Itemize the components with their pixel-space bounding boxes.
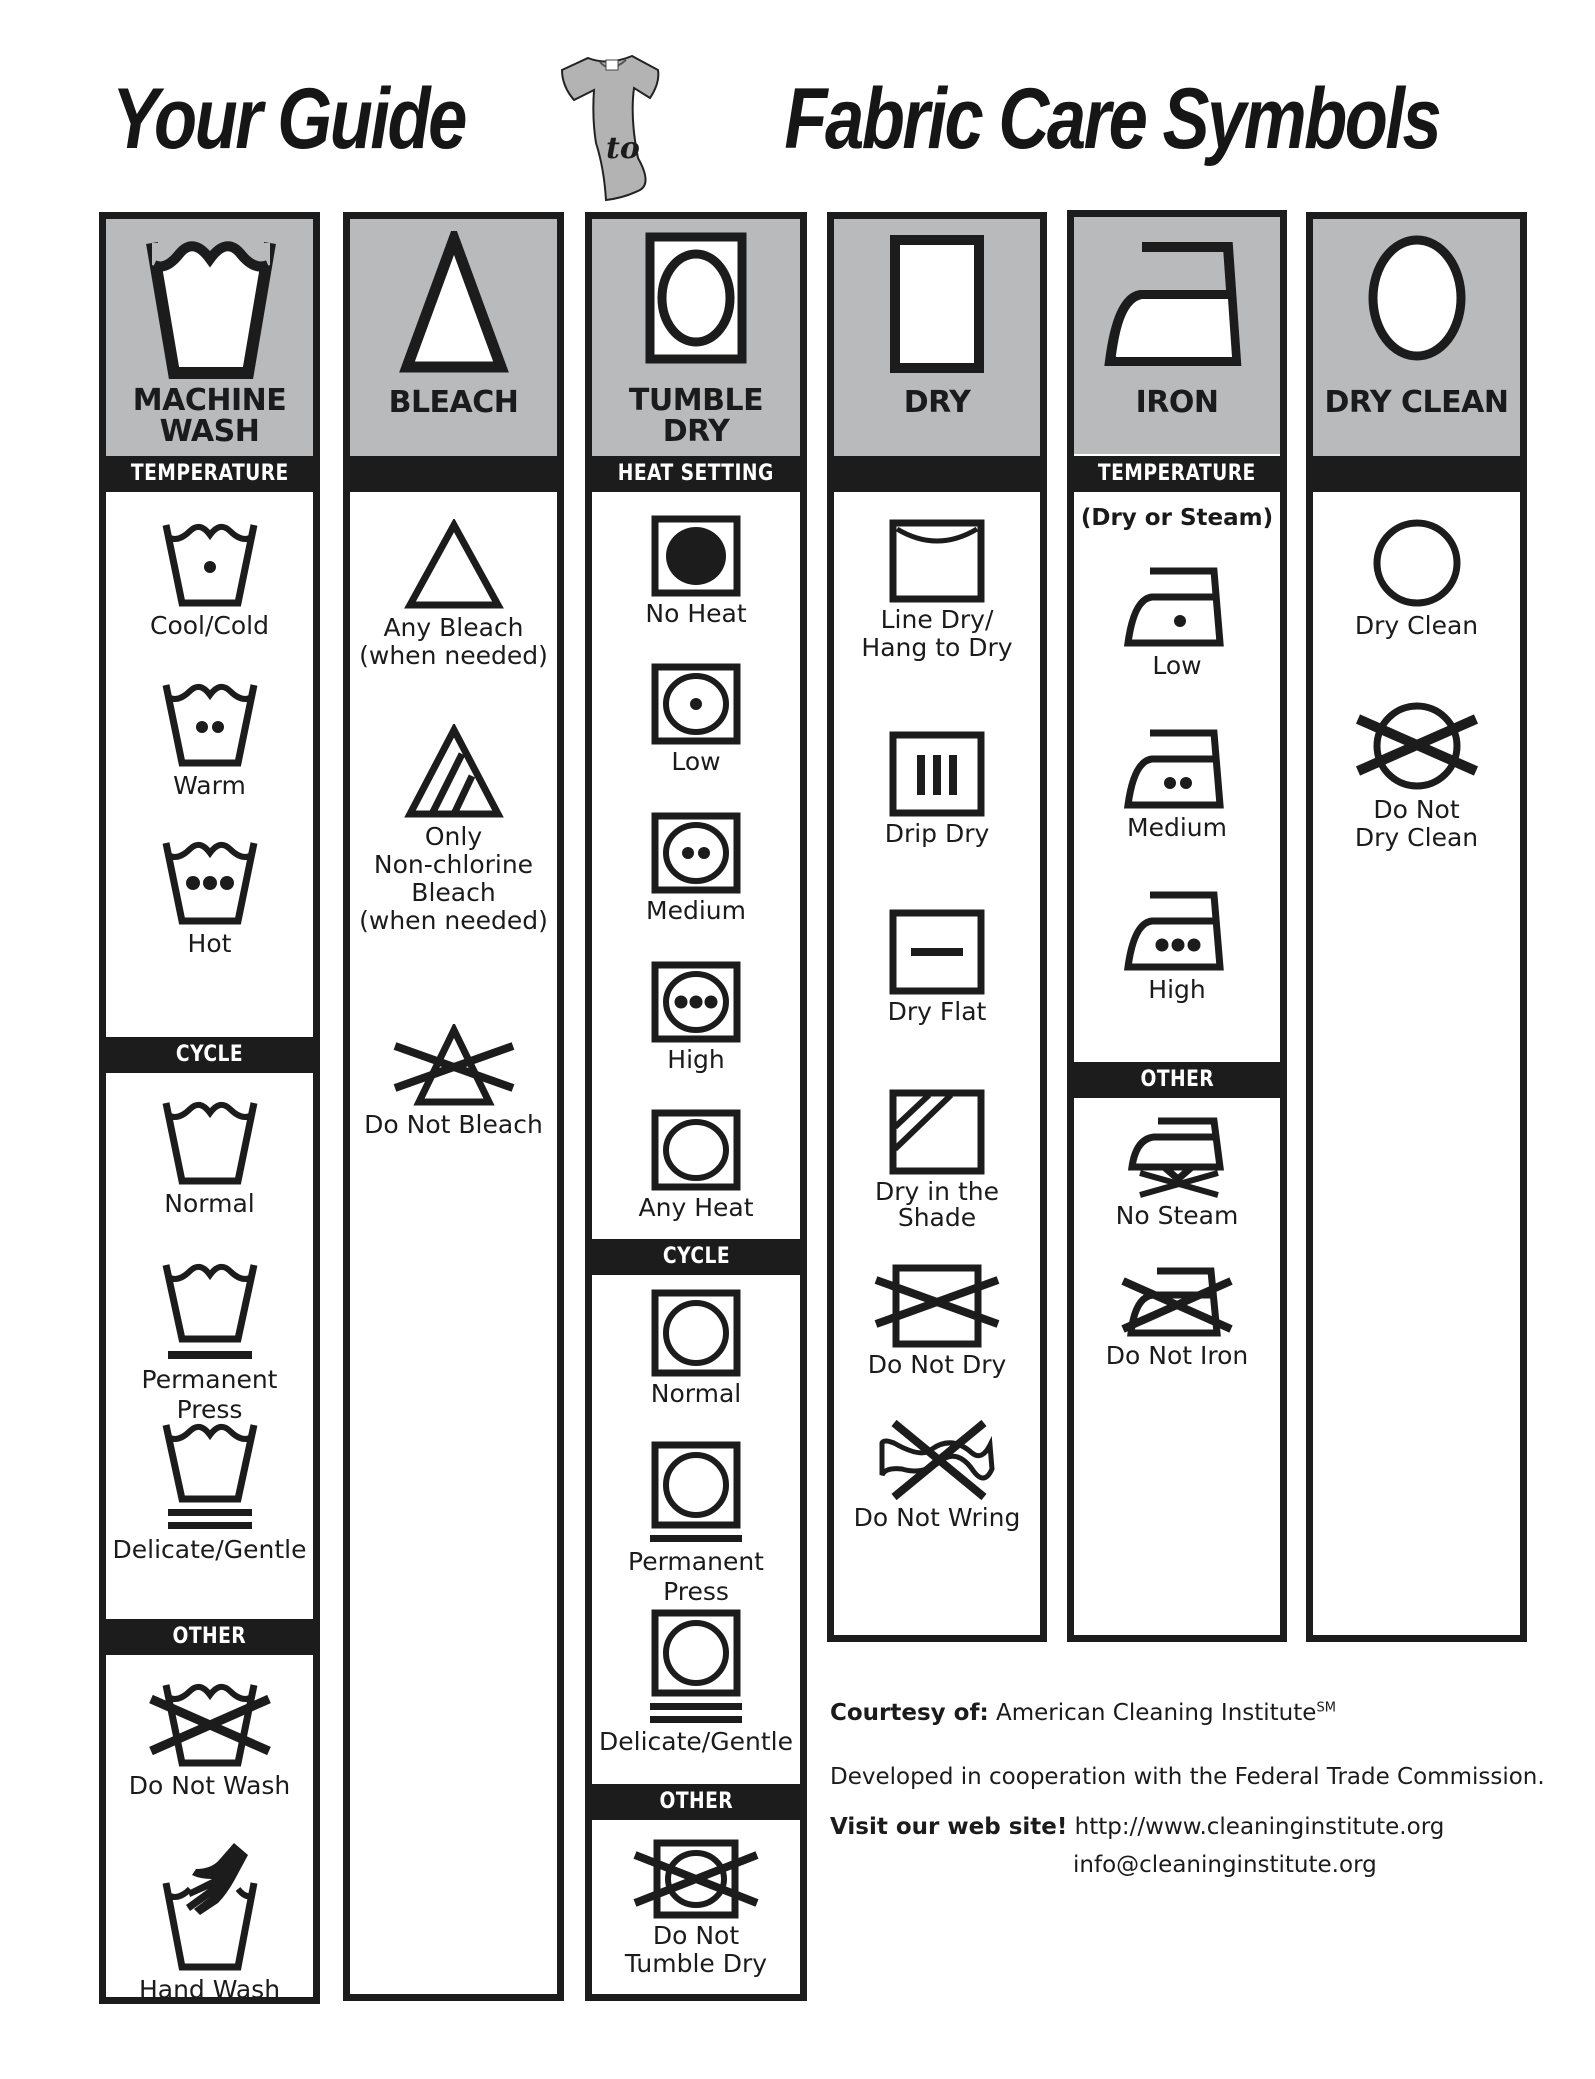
triangle-icon [399, 231, 509, 377]
symbol-permanent-press-dryer: Permanent Press [592, 1441, 800, 1607]
label-line: Only [424, 822, 483, 851]
section-header-other: OTHER [99, 1619, 320, 1655]
symbol-warm: Warm [106, 679, 313, 801]
symbol-line-dry [834, 519, 1040, 663]
symbol-do-not-dry-clean [1313, 699, 1520, 853]
dryer-icon [651, 1109, 741, 1191]
symbol-permanent-press-wash: Permanent Press [106, 1259, 313, 1425]
symbol-non-chlorine-bleach [350, 724, 557, 936]
courtesy-value: American Cleaning Institute [996, 1700, 1317, 1726]
column-machine-wash [99, 212, 320, 2004]
symbol-medium-heat: Medium [592, 812, 800, 926]
label-line: Tumble Dry [624, 1949, 768, 1978]
circle-crossed-icon [1352, 699, 1482, 793]
column-title: IRON [1135, 385, 1219, 420]
square-crossed-icon [872, 1264, 1002, 1348]
circle-icon [1365, 233, 1469, 363]
iron-crossed-icon [1117, 1265, 1237, 1339]
column-title: BLEACH [388, 385, 519, 420]
symbol-any-bleach [350, 519, 557, 671]
column-header [592, 219, 800, 456]
section-header-cycle: CYCLE [585, 1239, 807, 1275]
washtub-2-dots-icon [160, 679, 260, 769]
wring-crossed-icon [872, 1417, 1002, 1501]
triangle-icon [404, 519, 504, 611]
symbol-drip-dry: Drip Dry [834, 731, 1040, 849]
symbol-do-not-wring: Do Not Wring [834, 1417, 1040, 1533]
symbol-delicate-wash: Delicate/Gentle [106, 1419, 313, 1565]
dryer-2-bars-icon [648, 1609, 744, 1725]
symbol-iron-low: Low [1074, 565, 1280, 681]
column-header [1074, 217, 1280, 454]
iron-icon [1102, 239, 1252, 379]
label-line: (when needed) [359, 641, 548, 670]
iron-temperature-note: (Dry or Steam) [1080, 505, 1274, 531]
symbol-dry-flat: Dry Flat [834, 909, 1040, 1027]
title-connector: to [606, 131, 640, 166]
tshirt-icon [548, 48, 698, 208]
label-line: Dry Clean [1354, 823, 1479, 852]
square-line-icon [889, 519, 985, 603]
section-header-other: OTHER [1067, 1062, 1287, 1098]
title-part-1: Your Guide [112, 71, 465, 167]
symbol-any-heat: Any Heat [592, 1109, 800, 1223]
symbol-cool-cold: Cool/Cold [106, 519, 313, 641]
dryer-filled-icon [651, 515, 741, 597]
section-header-other: OTHER [585, 1784, 807, 1820]
washtub-icon [160, 1097, 260, 1187]
section-header-temperature: TEMPERATURE [1067, 456, 1287, 492]
title-part-2: Fabric Care Symbols [784, 71, 1440, 167]
label-line: (when needed) [359, 906, 548, 935]
symbol-normal-wash: Normal [106, 1097, 313, 1219]
washtub-hand-icon [160, 1839, 260, 1973]
developed-line: Developed in cooperation with the Federal Trade Commission. [830, 1764, 1545, 1790]
label-line: Non-chlorine [373, 850, 534, 879]
symbol-do-not-wash: Do Not Wash [106, 1679, 313, 1801]
courtesy-line [830, 1700, 1336, 1726]
symbol-dry-clean: Dry Clean [1313, 517, 1520, 641]
triangle-striped-icon [404, 724, 504, 820]
washtub-1-bar-icon [160, 1259, 260, 1363]
label-line: Do Not [1373, 795, 1460, 824]
label-line: Shade [897, 1203, 977, 1232]
square-shade-icon [889, 1089, 985, 1175]
symbol-high-heat: High [592, 961, 800, 1075]
symbol-do-not-tumble-dry [592, 1839, 800, 1979]
square-hline-icon [889, 909, 985, 995]
section-header-temperature: TEMPERATURE [99, 456, 320, 492]
column-title: DRY CLEAN [1324, 385, 1509, 420]
washtub-2-bars-icon [160, 1419, 260, 1533]
washtub-3-dots-icon [160, 837, 260, 927]
triangle-crossed-icon [389, 1024, 519, 1108]
symbol-delicate-dryer: Delicate/Gentle [592, 1609, 800, 1757]
email-link[interactable]: info@cleaninginstitute.org [1073, 1852, 1377, 1878]
section-header-empty [343, 456, 564, 492]
section-header-empty [1306, 456, 1527, 492]
column-header [1313, 219, 1520, 456]
square-icon [889, 234, 985, 374]
symbol-do-not-bleach: Do Not Bleach [350, 1024, 557, 1140]
circle-icon [1369, 517, 1465, 609]
symbol-no-heat: No Heat [592, 515, 800, 629]
symbol-no-steam: No Steam [1074, 1115, 1280, 1231]
symbol-hand-wash: Hand Wash [106, 1839, 313, 2005]
visit-line [830, 1814, 1444, 1840]
symbol-iron-high: High [1074, 889, 1280, 1005]
symbol-normal-dryer: Normal [592, 1289, 800, 1409]
service-mark: SM [1316, 1700, 1336, 1716]
symbol-do-not-iron: Do Not Iron [1074, 1265, 1280, 1371]
column-dry-clean [1306, 212, 1527, 1642]
label-line: Dry in the [874, 1177, 1000, 1206]
dryer-icon [644, 231, 748, 365]
label-line: Any Bleach [383, 613, 524, 642]
iron-no-steam-icon [1122, 1115, 1232, 1199]
column-title: DRY [903, 385, 971, 420]
symbol-hot: Hot [106, 837, 313, 959]
section-header-cycle: CYCLE [99, 1037, 320, 1073]
section-header-empty [827, 456, 1047, 492]
dryer-1-dot-icon [651, 663, 741, 745]
iron-2-dots-icon [1122, 727, 1232, 811]
iron-1-dot-icon [1122, 565, 1232, 649]
visit-label: Visit our web site! [830, 1814, 1068, 1840]
column-bleach [343, 212, 564, 2001]
symbol-do-not-dry: Do Not Dry [834, 1264, 1040, 1380]
column-header [834, 219, 1040, 456]
label-line: Bleach [411, 878, 496, 907]
symbol-dry-in-shade [834, 1089, 1040, 1233]
column-title: TUMBLE DRY [628, 383, 764, 449]
column-header [350, 219, 557, 456]
square-3-vlines-icon [889, 731, 985, 817]
washtub-crossed-icon [147, 1679, 273, 1769]
column-header [106, 219, 313, 456]
dryer-2-dots-icon [651, 812, 741, 894]
courtesy-label: Courtesy of: [830, 1700, 989, 1726]
column-tumble-dry [585, 212, 807, 2001]
column-dry [827, 212, 1047, 1642]
label-line: Hang to Dry [861, 633, 1013, 662]
dryer-icon [651, 1289, 741, 1377]
dryer-3-dots-icon [651, 961, 741, 1043]
column-iron [1067, 210, 1287, 1642]
symbol-iron-medium: Medium [1074, 727, 1280, 843]
dryer-crossed-icon [631, 1839, 761, 1919]
website-link[interactable]: http://www.cleaninginstitute.org [1074, 1814, 1445, 1840]
washtub-1-dot-icon [160, 519, 260, 609]
section-header-heat-setting: HEAT SETTING [585, 456, 807, 492]
iron-3-dots-icon [1122, 889, 1232, 973]
dryer-1-bar-icon [648, 1441, 744, 1545]
symbol-low-heat: Low [592, 663, 800, 777]
label-line: Do Not [652, 1921, 740, 1950]
label-line: Line Dry/ [880, 605, 994, 634]
washtub-icon [140, 231, 280, 381]
column-title: MACHINE WASH [132, 383, 287, 449]
